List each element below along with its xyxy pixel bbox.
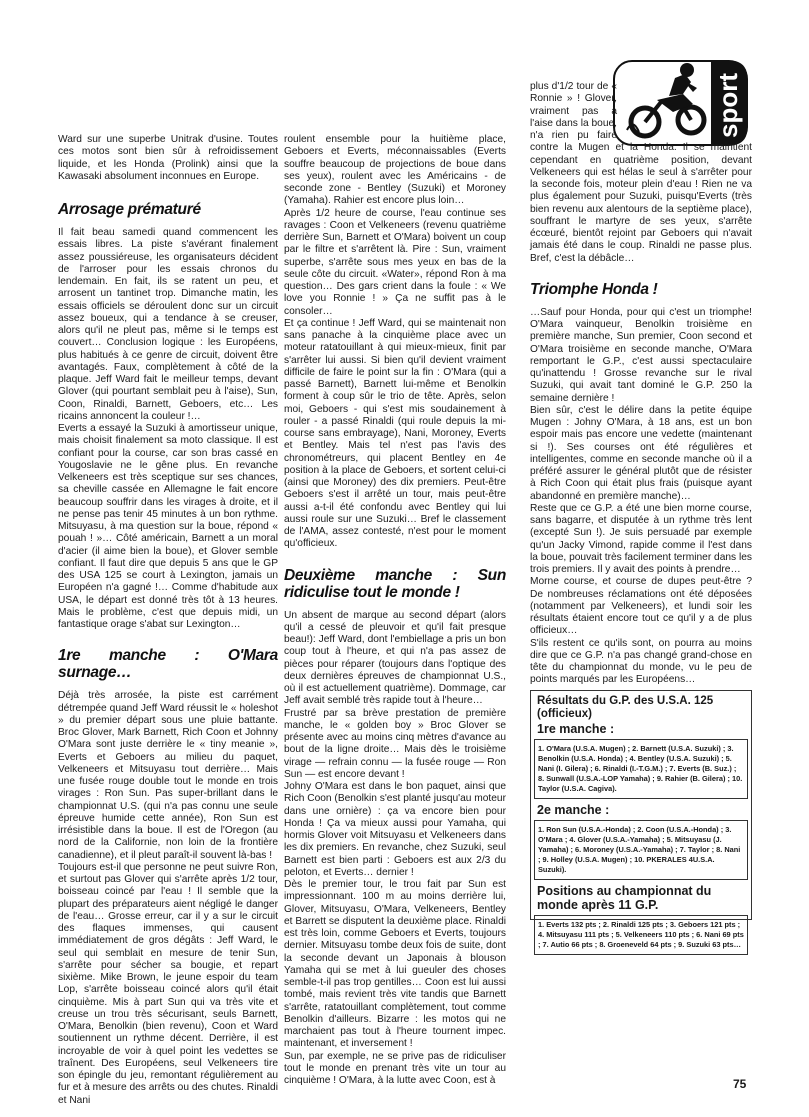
race2-results: 1. Ron Sun (U.S.A.-Honda) ; 2. Coon (U.S.A.-Honda) ; 3. O'Mara ; 4. Glover (U.S.A.-Yamaha) ; 5. Mitsuyasu (J. Yamaha) ; 6. Moroney (U.S.A.-Yamaha) ; 7. Taylor ; 8. Nani ; 9. Holley (U.S.A. Mugen) ; 10. PKERALES 4U.S.A. Suzuki).: [534, 820, 748, 880]
paragraph: Toujours est-il que personne ne peut suivre Ron, et surtout pas Glover qui s'arrête après 1/2 tour, boisseau coincé par l'eau ! Il semble que la plupart des préparateurs aient négligé le danger de l'eau… Grosse erreur, car il y a sur le circuit des flaques immenses, qui causent immédiatement de gros dégâts : Jeff Ward, le seul qui semblait en mesure de tenir Sun, s'arrête pour sécher sa bougie, et repart sixième. Mike Brown, le jeune espoir du team Lop, s'arrête boisseau coincé alors qu'il était cinquième. Mis à part Sun qui va très vite et creuse un trou très sécurisant, seuls Barnett, O'Mara, Benolkin (bien revenu), Coon et Ward soutiennent un rythme décent. Derrière, il est incroyable de voir à quel point les vedettes se traînent. Des Européens, seul Velkeneers tire son épingle du jeu, remontant régulièrement au fur et à mesure des arrêts ou des chutes. Rinaldi et Nani: [58, 861, 278, 1106]
section-heading: Arrosage prématuré: [58, 201, 201, 218]
paragraph: roulent ensemble pour la huitième place, Geboers et Everts, méconnaissables (Everts souffre beaucoup de projections de boue dans ses yeux), roulent avec les Américains - de seconde zone - Bentley (Suzuki) et Moroney (Yamaha). Rahier est encore plus loin…: [284, 134, 506, 207]
race1-title: 1re manche :: [537, 722, 615, 736]
race2-title: 2e manche :: [537, 803, 610, 817]
paragraph: Bien sûr, c'est le délire dans la petite équipe Mugen : Johny O'Mara, à 18 ans, est un bon espoir mais pas encore une vedette (maintenant si !). Ses courses ont été régulières et intelligentes, comme en seconde manche où il a préféré assurer le général plutôt que de résister à Rich Coon qui était plus frais (puisque ayant abandonné en première manche)…: [530, 404, 752, 502]
results-title: Résultats du G.P. des U.S.A. 125 (officieux): [537, 695, 714, 720]
section-heading: Triomphe Honda !: [530, 280, 658, 298]
paragraph: Ward sur une superbe Unitrak d'usine. Toutes ces motos sont bien sûr à refroidissement liquide, et les Honda (Prolink) ainsi que la Kawasaki absolument inconnues en Europe.: [58, 134, 278, 182]
paragraph: plus d'1/2 tour de « Ronnie » ! Glover, vraiment pas à l'aise dans la boue, n'a rien pu faire contre la Mugen et la Honda. Il se maintient cependant en quatrième position, devant Velkeneers qui est hélas le seul à s'arrêter pour la seconde fois, moteur plein d'eau ! Rien ne va plus également pour Suzuki, puisqu'Everts (très bien revenu aux alentours de la septième place), souffrant le martyre de ses yeux, s'arrête écœuré, bientôt rejoint par Geboers qui n'avait jamais été dans le coup. Rinaldi ne passe plus. Bref, c'est la débâcle…: [530, 81, 752, 264]
results-box: [530, 690, 752, 949]
paragraph: S'ils restent ce qu'ils sont, on pourra au moins dire que ce G.P. n'a pas changé grand-chose en tête du championnat du monde, vu le peu de points marqués par les Européens…: [530, 637, 752, 686]
race1-results: 1. O'Mara (U.S.A. Mugen) ; 2. Barnett (U.S.A. Suzuki) ; 3. Benolkin (U.S.A. Honda) ; 4. Bentley (U.S.A. Suzuki) ; 5. Nani (I. Gilera) ; 6. Rinaldi (I.-T.G.M.) ; 7. Everts (B. Suz.) ; 8. Sunwall (U.S.A.-LOP Yamaha) ; 9. Rahier (B. Gilera) ; 10. Taylor (U.S.A. Cagiva).: [534, 739, 748, 799]
paragraph: Il fait beau samedi quand commencent les essais libres. La piste s'avérant finalement assez poussiéreuse, les organisateurs décident de l'arroser pour les essais chronos du lendemain. En fait, ils se ratent un peu, et arrosent un tantinet trop. Dimanche matin, les essais officiels se déroulent donc sur un circuit assez boueux, qui a tendance à se creuser, alors qu'il ne pleut pas, même si le temps est couvert… Conclusion logique : les Européens, plus habitués à ce genre de circuit, doivent être avantagés. Faux, complètement à côté de la plaque. Jeff Ward fait le meilleur temps, devant Glover (qui pourtant semblait peu à l'aise), Sun, Coon, Rinaldi, Barnett, Geboers, etc… Les ricains annoncent la couleur !…: [58, 227, 278, 422]
paragraph: Johny O'Mara est dans le bon paquet, ainsi que Rich Coon (Benolkin s'est planté jusqu'au moteur dans une ornière) : ça va encore bien pour Honda ! Ça va mieux aussi pour Yamaha, qui hormis Glover voit Mitsuyasu et Velkeneers dans les dix premiers. En revanche, chez Suzuki, seul Barnett est bien parti : Geboers est aux 2/3 du peloton, et Everts… dernier !: [284, 781, 506, 878]
column-1: [58, 134, 278, 1107]
column-3: [530, 81, 752, 687]
section-heading: 1re manche : O'Mara surnage…: [58, 647, 278, 682]
paragraph: Un absent de marque au second départ (alors qu'il a cessé de pleuvoir et qu'il fait presque beau!): Jeff Ward, dont l'embiellage a pris un bon coup tout à l'heure, et qui n'a pas assez de pièces pour réparer (toujours dans l'optique des deux dernières épreuves de championnat U.S., où il est actuellement quatrième). Dommage, car Jeff avait semblé très rapide tout à l'heure…: [284, 609, 506, 707]
section-heading: Deuxième manche : Sun ridiculise tout le monde !: [284, 566, 506, 601]
paragraph: Après 1/2 heure de course, l'eau continue ses ravages : Coon et Velkeneers (revenu quatrième derrière Sun, Barnett et O'Mara) boivent un coup par le filtre et s'arrêtent là. Pire : Sun, vraiment superbe, s'arrête sous mes yeux en bas de la seule côte du circuit. «Water», répond Ron à ma question… Des gars crient dans la foule : « We love you Ronnie ! » Ça ne suffit pas à le consoler…: [284, 207, 506, 317]
championship-standings: 1. Everts 132 pts ; 2. Rinaldi 125 pts ; 3. Geboers 121 pts ; 4. Mitsuyasu 111 pts ; 5. Velkeneers 110 pts ; 6. Nani 69 pts ; 7. Autio 66 pts ; 8. Groeneveld 64 pts ; 9. Suzuki 63 pts…: [534, 915, 748, 955]
paragraph: …Sauf pour Honda, pour qui c'est un triomphe! O'Mara vainqueur, Benolkin troisième en première manche, Sun premier, Coon second et O'Mara troisième en seconde manche, O'Mara remportant le G.P., c'est aussi spectaculaire qu'inattendu ! Grosse revanche sur le rival Suzuki, qui avait tant dominé le G.P. 250 la semaine dernière !: [530, 306, 752, 404]
paragraph: Morne course, et course de dupes peut-être ? De nombreuses réclamations ont été déposées (notamment par Velkeneers), et lundi soir les résultats étaient encore tout ce qu'il y a de plus officieux…: [530, 576, 752, 637]
paragraph: Sun, par exemple, ne se prive pas de ridiculiser tout le monde en prenant très vite un tour au cinquième ! O'Mara, à la lutte avec Coon, est à: [284, 1050, 506, 1086]
sport-logo-text: sport: [713, 73, 743, 138]
paragraph: Déjà très arrosée, la piste est carrément détrempée quand Jeff Ward réussit le « holeshot » du premier départ sous une pluie battante. Broc Glover, Mark Barnett, Rich Coon et Johnny O'Mara sont juste derrière le « tiny meanie », Everts et Geboers au milieu du paquet, Velkeneers et Mitsuyasu tout derrière… Mais une fusée rouge double tout le monde en trois virages : Ron Sun. Pas super-brillant dans le championnat U.S. (qui n'a pas connu une seule épreuve humide cette année), Ron Sun est irrésistible dans la boue. Il est de l'Oregon (au nord de la Californie, non loin de la frontière canadienne), et il pleut paraît-il souvent là-bas !: [58, 690, 278, 861]
championship-title: Positions au championnat du monde après 11 G.P.: [537, 884, 712, 912]
paragraph: Et ça continue ! Jeff Ward, qui se maintenait non sans panache à la cinquième place avec un moteur ratatouillant à qui mieux-mieux, finit par s'arrêter lui aussi. Si bien qu'il devient vraiment difficile de faire le point sur la fin : O'Mara (qui a passé Barnett), Barnett lui-même et Benolkin forment à coup sûr le trio de tête. Après, selon moi, Geboers - qui s'est mis soudainement à rouler - a passé Rinaldi (qui roule depuis la mi-course sans embrayage), Nani, Moroney, Everts et Bentley. Mais tel n'est pas l'avis des chronométreurs, qui placent Bentley en 4e position à la place de Geboers, et sortent celui-ci (ainsi que Moroney) des dix premiers. Peut-être Geboers s'est il arrêté un tour, mais peut-être aussi a-t-il été confondu avec Bentley qui lui aussi roule sur une Suzuki… Bref le classement de l'AMA, assez contesté, n'est pour le moment qu'officieux.: [284, 317, 506, 550]
paragraph: Reste que ce G.P. a été une bien morne course, sans bagarre, et disputée à un rythme très lent (excepté Sun !). Je suis persuadé par exemple qu'un Jacky Vimond, rapide comme il l'est dans la boue, pouvait très facilement terminer dans les trois premiers. Il y avait des points à prendre…: [530, 502, 752, 575]
column-2: [284, 134, 506, 1087]
paragraph: Dès le premier tour, le trou fait par Sun est impressionnant. 100 m au moins derrière lui, Glover, Mitsuyasu, O'Mara, Velkeneers, Bentley et Barrett se disputent la deuxième place. Rinaldi est très loin, comme Geboers et Everts, toujours dernier. Mitsuyasu tombe deux fois de suite, dont la seconde devant un Japonais à blouson Yamaha qui se met à lui gueuler des choses semble-t-il pas trop gentilles… Coon est lui aussi tombé, mais revient très vite tandis que Barnett s'arrête, ratatouillant complètement, tout comme Benolkin d'ailleurs. Bizarre : les motos qui ne marchaient pas tout à l'heure tournent impec. maintenant, et inversement !: [284, 879, 506, 1050]
paragraph: Frustré par sa brève prestation de première manche, le « golden boy » Broc Glover se présente avec au moins cinq mètres d'avance au bout de la ligne droite… Mais dès le troisième virage — refrain connu — la fusée rouge — Ron Sun — est encore devant !: [284, 707, 506, 780]
paragraph: Everts a essayé la Suzuki à amortisseur unique, mais choisit finalement sa moto classique. Il est confiant pour la course, car son bras cassé en Yougoslavie ne le gêne plus. En revanche Velkeneers est très sceptique sur ses chances, sa cheville cassée en Allemagne le fait encore beaucoup souffrir dans les virages à droite, et il ne pense pas tenir 45 minutes à un bon rythme. Mitsuyasu, à ma question sur la boue, répond « pouah ! »… Côté américain, Barnett a un moral d'acier (il aime bien la boue), et Glover semble confiant. Il faut dire que depuis 5 ans que le GP des USA 125 se court à Lexington, jamais un Européen n'a gagné !… Comme d'habitude aux USA, le départ est donné très tôt à 13 heures. Mais le problème, c'est que depuis midi, un fantastique orage s'abat sur Lexington…: [58, 423, 278, 630]
page-number: 75: [733, 1077, 747, 1091]
